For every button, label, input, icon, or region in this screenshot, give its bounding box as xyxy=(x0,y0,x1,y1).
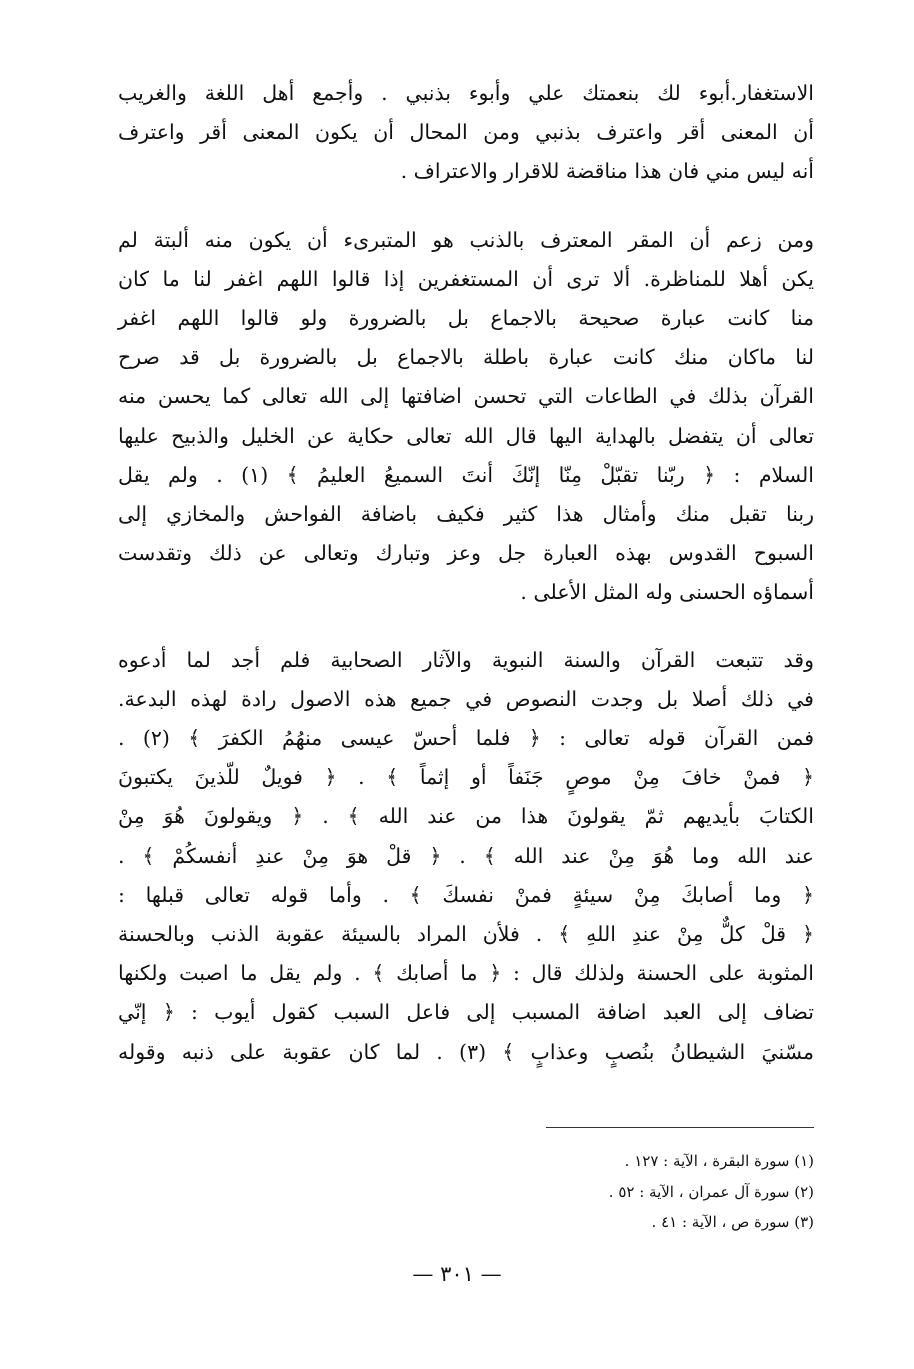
text-line: ﴿ فمنْ خافَ مِنْ موصٍ جَنَفاً أو إثماً ﴾ . ﴿ فويلٌ للّذينَ يكتبونَ xyxy=(118,765,814,790)
text-line: في ذلك أصلا بل وجدت النصوص في جميع هذه الاصول رادة لهذه البدعة. xyxy=(118,686,814,711)
text-line: تعالى أن يتفضل بالهداية اليها قال الله تعالى حكاية عن الخليل والذبيح عليها xyxy=(118,423,814,448)
text-line: وقد تتبعت القرآن والسنة النبوية والآثار الصحابية فلم أجد لما أدعوه xyxy=(118,647,814,672)
page-body xyxy=(118,74,814,1072)
text-line: أن المعنى أقر واعترف بذنبي ومن المحال أن يكون المعنى أقر واعترف xyxy=(118,120,814,145)
footnote-2: (٢) سورة آل عمران ، الآية : ٥٢ . xyxy=(608,1182,814,1201)
footnote-3: (٣) سورة ص ، الآية : ٤١ . xyxy=(651,1213,814,1231)
text-line: ﴿ قلْ كلٌّ مِنْ عندِ اللهِ ﴾ . فلأن المراد بالسيئة عقوبة الذنب وبالحسنة xyxy=(118,922,814,947)
paragraph-3 xyxy=(118,641,814,1072)
footnote-1: (١) سورة البقرة ، الآية : ١٢٧ . xyxy=(624,1152,814,1170)
text-line: عند الله وما هُوَ مِنْ عند الله ﴾ . ﴿ قلْ هوَ مِنْ عندِ أنفسكُمْ ﴾ . xyxy=(118,843,814,868)
paragraph-1 xyxy=(118,74,814,192)
text-line: السلام : ﴿ ربّنا تقبّلْ مِنّا إنّكَ أنتَ السميعُ العليمُ ﴾ (١) . ولم يقل xyxy=(118,462,814,487)
text-line: ربنا تقبل منك وأمثال هذا كثير فكيف باضافة الفواحش والمخازي إلى xyxy=(118,502,814,527)
text-line: القرآن بذلك في الطاعات التي تحسن اضافتها إلى الله تعالى كما يحسن منه xyxy=(118,384,814,409)
text-line: تضاف إلى العبد اضافة المسبب إلى فاعل السبب كقول أيوب : ﴿ إنّي xyxy=(118,1000,814,1025)
text-line: مسّنيَ الشيطانُ بنُصبٍ وعذابٍ ﴾ (٣) . لما كان عقوبة على ذنبه وقوله xyxy=(118,1039,814,1064)
text-line: أسماؤه الحسنى وله المثل الأعلى . xyxy=(520,580,814,605)
text-line: ومن زعم أن المقر المعترف بالذنب هو المتبرىء أن يكون منه ألبتة لم xyxy=(118,227,814,252)
text-line: فمن القرآن قوله تعالى : ﴿ فلما أحسّ عيسى منهُمُ الكفرَ ﴾ (٢) . xyxy=(118,726,815,751)
paragraph-2 xyxy=(118,221,814,613)
text-line: المثوبة على الحسنة ولذلك قال : ﴿ ما أصابك ﴾ . ولم يقل ما اصبت ولكنها xyxy=(118,961,814,986)
page-number: — ٣٠١ — xyxy=(412,1262,502,1286)
text-line: منا كانت عبارة صحيحة بالاجماع بل بالضرورة ولو قالوا اللهم اغفر xyxy=(118,306,814,331)
text-line: يكن أهلا للمناظرة. ألا ترى أن المستغفرين إذا قالوا اللهم اغفر لنا ما كان xyxy=(118,266,814,291)
text-line: الكتابَ بأيديهم ثمّ يقولونَ هذا من عند الله ﴾ . ﴿ ويقولونَ هُوَ مِنْ xyxy=(118,804,814,829)
footnote-divider xyxy=(546,1127,814,1128)
text-line: السبوح القدوس بهذه العبارة جل وعز وتبارك وتعالى عن ذلك وتقدست xyxy=(118,541,814,566)
text-line: لنا ماكان منك كانت عبارة باطلة بالاجماع بل بالضرورة بل قد صرح xyxy=(118,345,814,370)
text-line: الاستغفار.أبوء لك بنعمتك علي وأبوء بذنبي . وأجمع أهل اللغة والغريب xyxy=(118,81,814,105)
text-line: ﴿ وما أصابكَ مِنْ سيئةٍ فمنْ نفسكَ ﴾ . وأما قوله تعالى قبلها : xyxy=(118,882,814,907)
text-line: أنه ليس مني فان هذا مناقضة للاقرار والاعتراف . xyxy=(400,159,814,184)
footnotes xyxy=(434,1146,814,1238)
